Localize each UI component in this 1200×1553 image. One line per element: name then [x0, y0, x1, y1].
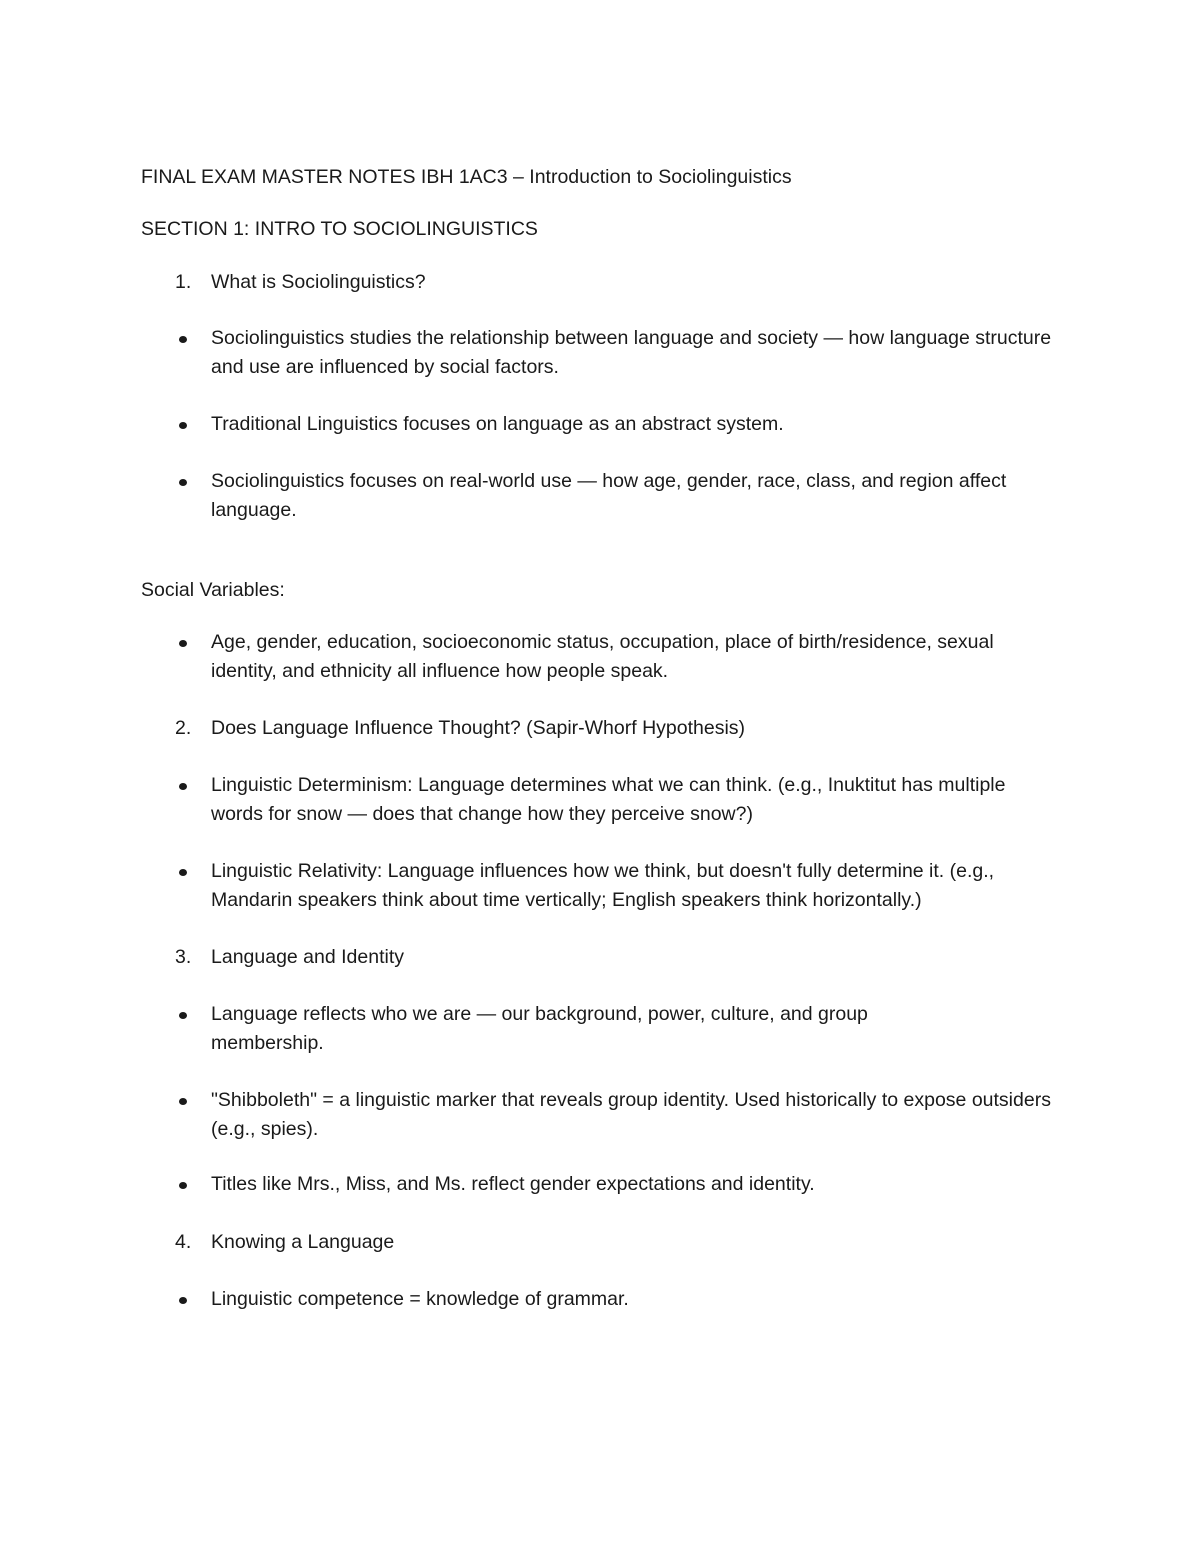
- list-item: Sociolinguistics focuses on real-world use — how age, gender, race, class, and region affect language.: [211, 470, 1007, 521]
- bullet-icon: [179, 1297, 187, 1304]
- list-item: Linguistic competence = knowledge of grammar.: [211, 1288, 629, 1310]
- list-item: Linguistic Determinism: Language determines what we can think. (e.g., Inuktitut has multiple words for snow — does that change how they perceive snow?): [211, 774, 1006, 825]
- list-number: 4.: [175, 1231, 192, 1253]
- list-item: Linguistic Relativity: Language influences how we think, but doesn't fully determine it. (e.g., Mandarin speakers think about time vertically; English speakers think horizontally.): [211, 860, 995, 911]
- document-title: FINAL EXAM MASTER NOTES IBH 1AC3 – Introduction to Sociolinguistics: [141, 166, 792, 188]
- list-item: Language reflects who we are — our background, power, culture, and group membership.: [211, 1003, 868, 1054]
- list-item: Traditional Linguistics focuses on language as an abstract system.: [211, 413, 784, 435]
- bullet-icon: [179, 783, 187, 790]
- bullet-icon: [179, 422, 187, 429]
- bullet-icon: [179, 479, 187, 486]
- list-item: "Shibboleth" = a linguistic marker that reveals group identity. Used historically to expose outsiders (e.g., spies).: [211, 1089, 1051, 1140]
- numbered-heading: Language and Identity: [211, 946, 405, 968]
- list-item: Sociolinguistics studies the relationship between language and society — how language structure and use are influenced by social factors.: [211, 327, 1052, 378]
- bullet-icon: [179, 1012, 187, 1019]
- list-item: Age, gender, education, socioeconomic status, occupation, place of birth/residence, sexual identity, and ethnicity all influence how people speak.: [211, 631, 994, 682]
- numbered-heading: Knowing a Language: [211, 1231, 395, 1253]
- list-number: 2.: [175, 717, 192, 739]
- numbered-heading: Does Language Influence Thought? (Sapir-Whorf Hypothesis): [211, 717, 746, 739]
- bullet-icon: [179, 1098, 187, 1105]
- numbered-heading: What is Sociolinguistics?: [211, 271, 426, 293]
- list-number: 1.: [175, 271, 192, 293]
- bullet-icon: [179, 640, 187, 647]
- list-number: 3.: [175, 946, 192, 968]
- bullet-icon: [179, 336, 187, 343]
- bullet-icon: [179, 869, 187, 876]
- section-heading: SECTION 1: INTRO TO SOCIOLINGUISTICS: [141, 218, 538, 240]
- list-item: Titles like Mrs., Miss, and Ms. reflect gender expectations and identity.: [211, 1173, 815, 1195]
- social-variables-label: Social Variables:: [141, 579, 285, 601]
- bullet-icon: [179, 1182, 187, 1189]
